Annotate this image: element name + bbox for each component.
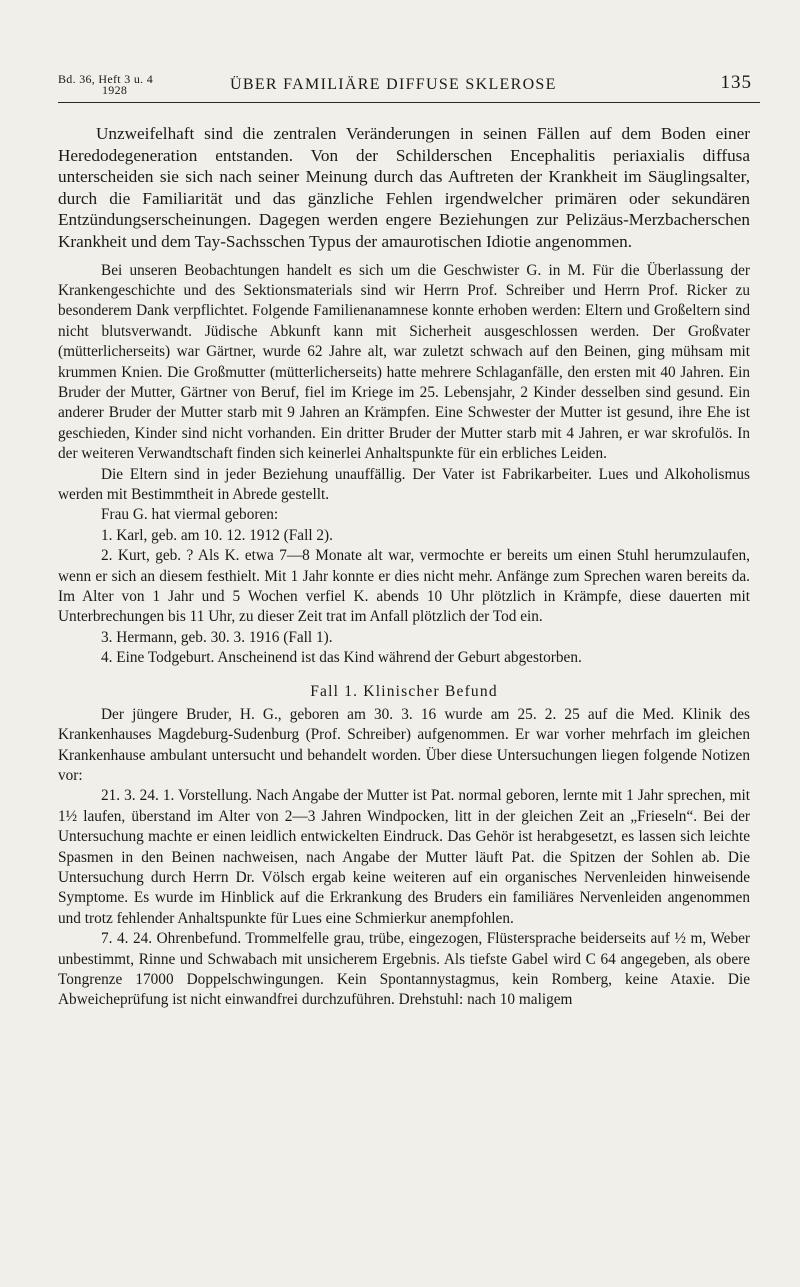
- volume-label: Bd. 36, Heft 3 u. 4: [58, 72, 154, 86]
- page-number: 135: [720, 72, 752, 93]
- child-item-2: 2. Kurt, geb. ? Als K. etwa 7—8 Monate alt war, vermochte er bereits um einen Stuhl herumzulaufen, wenn er sich an diesem festhielt. Mit 1 Jahr konnte er dies nicht mehr. Anfänge zum Sprechen waren bereits da. Im Alter von 1 Jahr und 5 Wochen verfiel K. abends 10 Uhr plötzlich in Krämpfe, diese dauerten mit Unterbrechungen bis 11 Uhr, zu dieser Zeit trat im Anfall plötzlich der Tod ein.: [58, 547, 750, 626]
- volume-info: [58, 74, 153, 96]
- parents-paragraph: Die Eltern sind in jeder Beziehung unauffällig. Der Vater ist Fabrikarbeiter. Lues und Alkoholismus werden mit Bestimmtheit in Abrede gestellt.: [58, 465, 750, 504]
- case-admission-paragraph: Der jüngere Bruder, H. G., geboren am 30. 3. 16 wurde am 25. 2. 25 auf die Med. Klinik des Krankenhauses Magdeburg-Sudenburg (Prof. Schreiber) aufgenommen. Er war vorher mehrfach im gleichen Krankenhause ambulant untersucht und behandelt worden. Über diese Untersuchungen liegen folgende Notizen vor:: [58, 705, 750, 784]
- intro-paragraph: Unzweifelhaft sind die zentralen Veränderungen in seinen Fällen auf dem Boden einer Heredodegeneration entstanden. Von der Schilderschen Encephalitis periaxialis diffusa unterscheiden sie sich nach seiner Meinung durch das Auftreten der Krankheit im Säuglingsalter, durch die Familiarität und das gänzliche Fehlen irgendwelcher primären oder sekundären Entzündungserscheinungen. Dagegen werden engere Beziehungen zur Pelizäus-Merzbacherschen Krankheit und dem Tay-Sachsschen Typus der amaurotischen Idiotie angenommen.: [58, 124, 750, 251]
- case-first-visit-paragraph: 21. 3. 24. 1. Vorstellung. Nach Angabe der Mutter ist Pat. normal geboren, lernte mit 1 Jahr sprechen, mit 1½ laufen, überstand im Alter von 2—3 Jahren Windpocken, litt in der gleichen Zeit an „Frieseln“. Bei der Untersuchung machte er einen leidlich entwickelten Eindruck. Das Gehör ist herabgesetzt, es lassen sich leichte Spasmen in den Beinen nachweisen, nach Angabe der Mutter läuft Pat. die Spitzen der Sohlen ab. Die Untersuchung durch Herrn Dr. Völsch ergab keine weiteren auf ein organisches Nervenleiden hinweisende Symptome. Es wurde im Hinblick auf die Erkrankung des Bruders ein familiäres Nervenleiden angenommen und trotz fehlender Anhaltspunkte für Lues eine Schmierkur anempfohlen.: [58, 787, 750, 927]
- child-item-3: 3. Hermann, geb. 30. 3. 1916 (Fall 1).: [101, 628, 333, 646]
- section-heading: Fall 1. Klinischer Befund: [310, 682, 498, 700]
- article-body: [58, 123, 750, 1011]
- family-history-paragraph: Bei unseren Beobachtungen handelt es sich um die Geschwister G. in M. Für die Überlassung der Krankengeschichte und des Sektionsmaterials sind wir Herrn Prof. Schreiber und Herrn Prof. Ricker zu besonderem Dank verpflichtet. Folgende Familienanamnese konnte erhoben werden: Eltern und Großeltern sind nicht blutsverwandt. Jüdische Abkunft kann mit Sicherheit ausgeschlossen werden. Der Großvater (mütterlicherseits) war Gärtner, wurde 62 Jahre alt, war zuletzt schwach auf den Beinen, ging mühsam mit krummen Knien. Die Großmutter (mütterlicherseits) hatte mehrere Schlaganfälle, den ersten mit 40 Jahren. Ein Bruder der Mutter, Gärtner von Beruf, fiel im Kriege im 25. Lebensjahr, 2 Kinder desselben sind gesund. Ein anderer Bruder der Mutter starb mit 9 Jahren an Krämpfen. Eine Schwester der Mutter ist gesund, ihre Ehe ist geschieden, Kinder sind nicht vorhanden. Ein dritter Bruder der Mutter starb mit 4 Jahren, er war skrofulös. In der weiteren Verwandtschaft finden sich keinerlei Anhaltspunkte für ein erbliches Leiden.: [58, 261, 750, 463]
- volume-year: 1928: [102, 83, 128, 97]
- child-item-1: 1. Karl, geb. am 10. 12. 1912 (Fall 2).: [101, 526, 333, 544]
- case-ear-findings-paragraph: 7. 4. 24. Ohrenbefund. Trommelfelle grau, trübe, eingezogen, Flüstersprache beiderseits auf ½ m, Weber unbestimmt, Rinne und Schwabach mit unsicherem Ergebnis. Als tiefste Gabel wird C 64 angegeben, als obere Tongrenze 17000 Doppelschwingungen. Kein Spontannystagmus, kein Romberg, keine Ataxie. Die Abweicheprüfung ist nicht einwandfrei durchzuführen. Drehstuhl: nach 10 maligem: [58, 930, 750, 1009]
- child-item-4: 4. Eine Todgeburt. Anscheinend ist das Kind während der Geburt abgestorben.: [101, 649, 582, 667]
- running-header: [58, 66, 760, 103]
- births-intro: Frau G. hat viermal geboren:: [101, 506, 279, 524]
- running-title: ÜBER FAMILIÄRE DIFFUSE SKLEROSE: [230, 76, 557, 93]
